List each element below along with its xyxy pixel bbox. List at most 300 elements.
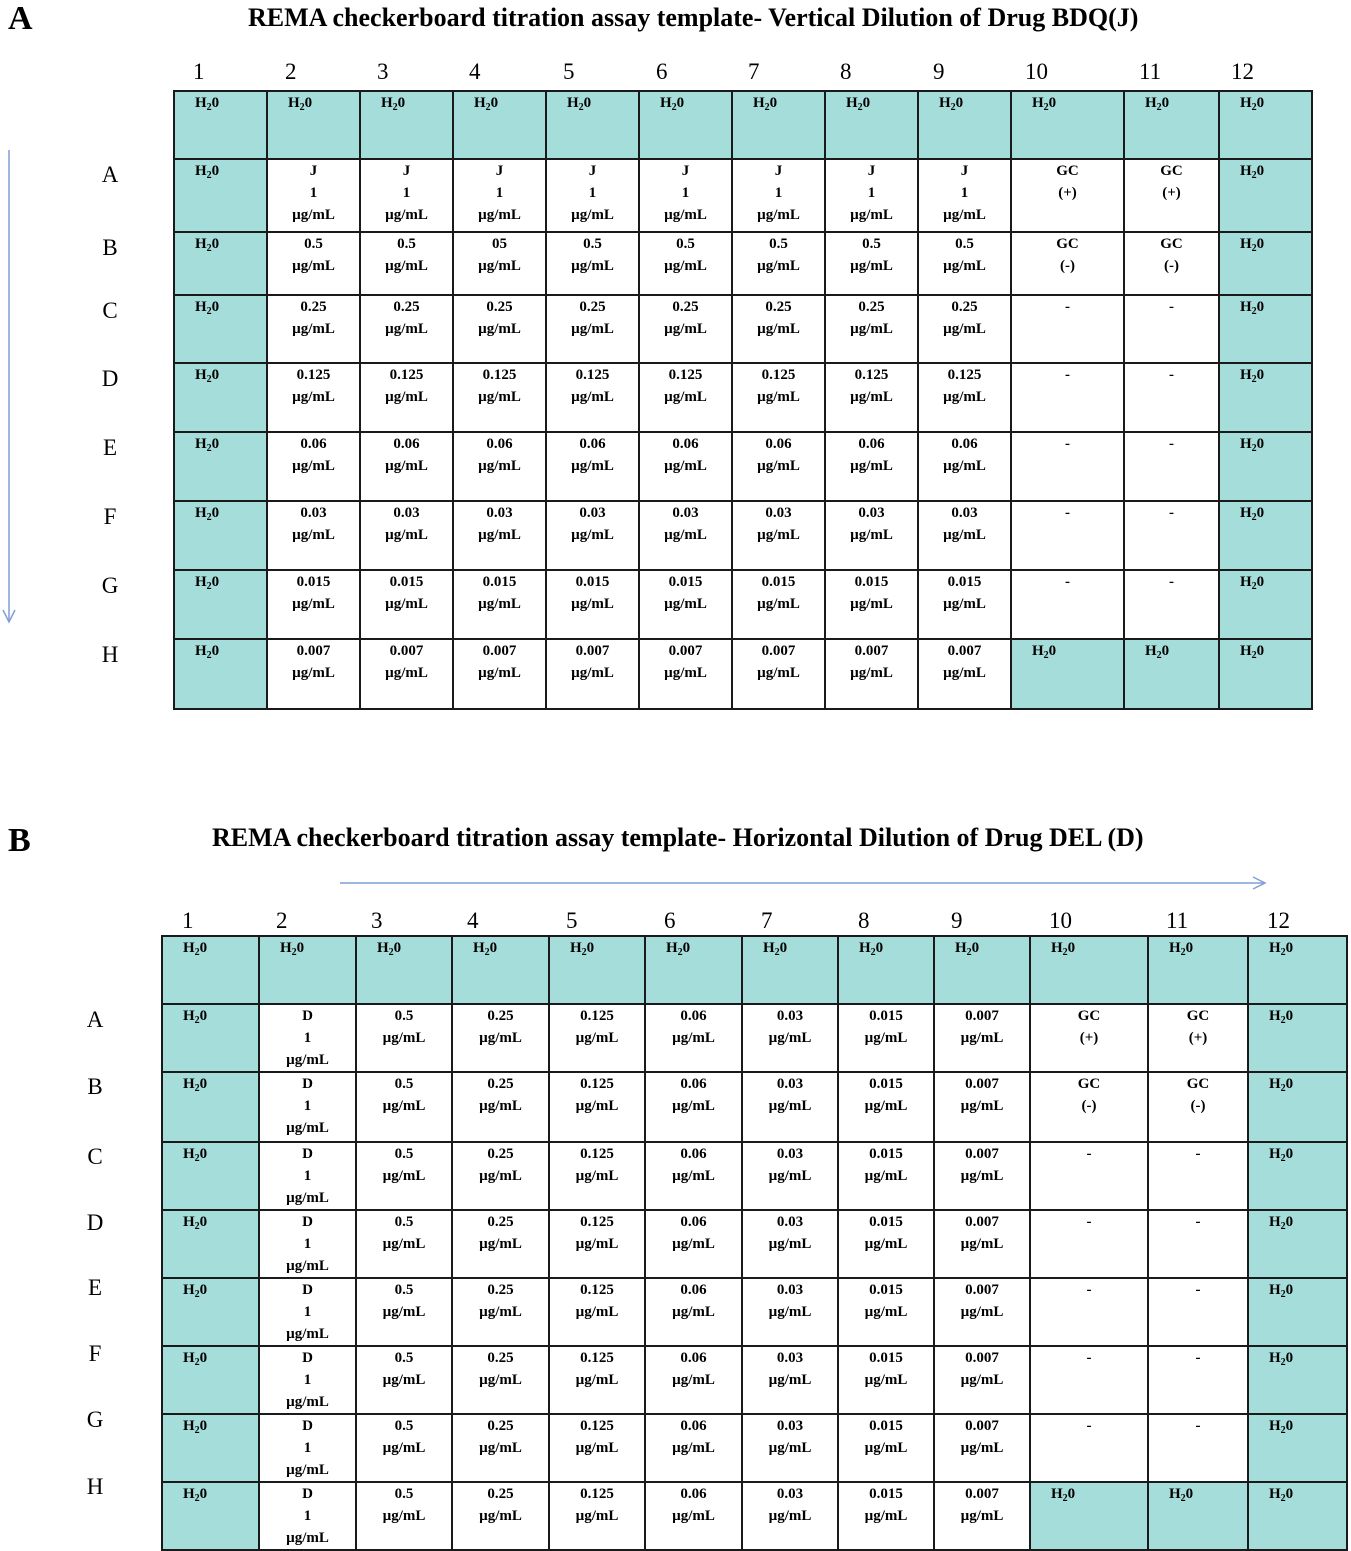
drug-well bbox=[918, 570, 1011, 639]
drug-well bbox=[825, 363, 918, 432]
water-well bbox=[162, 1482, 259, 1550]
well-text: (+) bbox=[1162, 185, 1181, 201]
well-text: 0.015 bbox=[761, 574, 796, 590]
well-text: 1 bbox=[303, 1168, 312, 1184]
well-text: - bbox=[1169, 436, 1174, 452]
well-text: 0.06 bbox=[680, 1486, 707, 1502]
well-text: 0.125 bbox=[580, 1418, 614, 1434]
well-text: µg/mL bbox=[571, 527, 614, 543]
well-text: 1 bbox=[588, 185, 597, 201]
well-text: µg/mL bbox=[672, 1372, 715, 1388]
drug-well bbox=[453, 570, 546, 639]
water-well bbox=[546, 91, 639, 159]
drug-well bbox=[356, 1482, 452, 1550]
well-text: D bbox=[302, 1486, 313, 1502]
well-text: 0.03 bbox=[776, 1282, 804, 1298]
drug-well bbox=[645, 1278, 742, 1346]
well-text: µg/mL bbox=[286, 1394, 329, 1410]
drug-well bbox=[732, 432, 825, 501]
drug-well bbox=[639, 501, 732, 570]
drug-well bbox=[645, 1004, 742, 1072]
water-well bbox=[174, 432, 267, 501]
well-text: D bbox=[302, 1418, 313, 1434]
water-well bbox=[174, 295, 267, 363]
well-text: D bbox=[302, 1076, 313, 1092]
drug-well bbox=[453, 501, 546, 570]
water-well bbox=[452, 936, 549, 1004]
well-text: µg/mL bbox=[672, 1098, 715, 1114]
well-text: 1 bbox=[303, 1508, 312, 1524]
water-well bbox=[742, 936, 838, 1004]
well-text: µg/mL bbox=[575, 1236, 619, 1252]
drug-well bbox=[825, 639, 918, 709]
well-text: µg/mL bbox=[850, 389, 893, 405]
well-text: - bbox=[1086, 1214, 1092, 1230]
drug-well bbox=[639, 159, 732, 232]
water-well-label: $H_20$ bbox=[666, 940, 691, 958]
well-text: µg/mL bbox=[286, 1462, 329, 1478]
well-text: µg/mL bbox=[664, 527, 707, 543]
row-label: D bbox=[86, 1210, 104, 1235]
well-text: µg/mL bbox=[575, 1508, 619, 1524]
well-text: 0.5 bbox=[304, 236, 323, 252]
water-well-label: $H_20$ bbox=[473, 940, 498, 958]
well-text: 1 bbox=[402, 185, 411, 201]
well-text: µg/mL bbox=[943, 207, 986, 223]
well-text: µg/mL bbox=[768, 1304, 812, 1320]
water-well-label: $H_20$ bbox=[1145, 643, 1170, 661]
row-label: F bbox=[103, 504, 117, 529]
well-text: µg/mL bbox=[478, 258, 521, 274]
panel-b-letter: B bbox=[8, 822, 31, 859]
well-text: 0.007 bbox=[854, 643, 889, 659]
row-label: H bbox=[101, 642, 119, 667]
drug-well bbox=[1148, 1004, 1248, 1072]
drug-well bbox=[356, 1210, 452, 1278]
well-text: - bbox=[1065, 505, 1070, 521]
water-well-label: $H_20$ bbox=[1169, 1486, 1194, 1504]
well-text: 0.125 bbox=[580, 1350, 614, 1366]
water-well-label: $H_20$ bbox=[1269, 940, 1294, 958]
well-text: 1 bbox=[774, 185, 783, 201]
well-text: µg/mL bbox=[757, 389, 800, 405]
column-number: 4 bbox=[467, 908, 479, 933]
water-well bbox=[1248, 1482, 1347, 1550]
drug-well bbox=[452, 1004, 549, 1072]
well-text: µg/mL bbox=[571, 458, 614, 474]
well-text: 0.5 bbox=[394, 1350, 414, 1366]
plate-row bbox=[162, 1414, 1347, 1482]
well-text: 0.007 bbox=[296, 643, 331, 659]
drug-well bbox=[267, 232, 360, 295]
well-text: µg/mL bbox=[864, 1304, 908, 1320]
drug-well bbox=[934, 1414, 1030, 1482]
well-text: µg/mL bbox=[385, 321, 428, 337]
column-number: 1 bbox=[193, 59, 205, 84]
well-text: D bbox=[302, 1282, 313, 1298]
drug-well bbox=[918, 232, 1011, 295]
drug-well bbox=[1030, 1004, 1148, 1072]
well-text: 0.25 bbox=[487, 1008, 514, 1024]
column-number: 6 bbox=[656, 59, 668, 84]
water-well-label: $H_20$ bbox=[753, 95, 778, 113]
water-well-label: $H_20$ bbox=[763, 940, 788, 958]
drug-well bbox=[549, 1278, 645, 1346]
well-text: 0.25 bbox=[487, 1486, 514, 1502]
well-text: 0.5 bbox=[397, 236, 416, 252]
well-text: 1 bbox=[309, 185, 318, 201]
drug-well bbox=[934, 1346, 1030, 1414]
well-text: 0.06 bbox=[680, 1008, 707, 1024]
well-text: - bbox=[1195, 1350, 1201, 1366]
well-text: µg/mL bbox=[478, 458, 521, 474]
well-text: (+) bbox=[1079, 1030, 1099, 1046]
drug-well bbox=[546, 159, 639, 232]
drug-well bbox=[1011, 363, 1124, 432]
drug-well bbox=[1148, 1278, 1248, 1346]
column-number: 12 bbox=[1267, 908, 1290, 933]
well-text: 0.007 bbox=[965, 1350, 999, 1366]
well-text: (-) bbox=[1190, 1098, 1206, 1114]
well-text: 0.015 bbox=[869, 1418, 903, 1434]
water-well-label: $H_20$ bbox=[377, 940, 402, 958]
drug-well bbox=[259, 1142, 356, 1210]
well-text: µg/mL bbox=[571, 665, 614, 681]
water-well-label: $H_20$ bbox=[1240, 163, 1265, 181]
drug-well bbox=[360, 363, 453, 432]
water-well bbox=[1248, 1072, 1347, 1142]
drug-well bbox=[1011, 570, 1124, 639]
well-text: 0.5 bbox=[394, 1146, 414, 1162]
water-well-label: $H_20$ bbox=[1269, 1350, 1294, 1368]
well-text: µg/mL bbox=[478, 527, 521, 543]
well-text: J bbox=[309, 163, 318, 179]
well-text: 0.06 bbox=[486, 436, 513, 452]
water-well-label: $H_20$ bbox=[381, 95, 406, 113]
drug-well bbox=[639, 232, 732, 295]
drug-well bbox=[1148, 1210, 1248, 1278]
well-text: µg/mL bbox=[943, 321, 986, 337]
drug-well bbox=[452, 1278, 549, 1346]
water-well-label: $H_20$ bbox=[280, 940, 305, 958]
water-well bbox=[1219, 363, 1312, 432]
water-well-label: $H_20$ bbox=[195, 163, 220, 181]
water-well bbox=[918, 91, 1011, 159]
water-well-label: $H_20$ bbox=[183, 1146, 208, 1164]
well-text: - bbox=[1169, 505, 1174, 521]
drug-well bbox=[1124, 232, 1219, 295]
drug-well bbox=[1124, 570, 1219, 639]
drug-well bbox=[838, 1278, 934, 1346]
well-text: 0.03 bbox=[579, 505, 606, 521]
water-well bbox=[1124, 91, 1219, 159]
drug-well bbox=[838, 1004, 934, 1072]
column-number: 11 bbox=[1166, 908, 1189, 933]
well-text: 1 bbox=[867, 185, 876, 201]
column-number: 6 bbox=[664, 908, 676, 933]
well-text: µg/mL bbox=[382, 1508, 426, 1524]
water-well-label: $H_20$ bbox=[195, 95, 220, 113]
well-text: - bbox=[1086, 1146, 1092, 1162]
well-text: µg/mL bbox=[382, 1440, 426, 1456]
well-text: µg/mL bbox=[757, 665, 800, 681]
plate-row bbox=[174, 232, 1312, 295]
drug-well bbox=[838, 1414, 934, 1482]
well-text: 0.03 bbox=[776, 1350, 804, 1366]
water-well-label: $H_20$ bbox=[195, 299, 220, 317]
water-well bbox=[1219, 232, 1312, 295]
well-text: 0.03 bbox=[776, 1146, 804, 1162]
drug-well bbox=[356, 1278, 452, 1346]
water-well-label: $H_20$ bbox=[859, 940, 884, 958]
well-text: µg/mL bbox=[664, 596, 707, 612]
drug-well bbox=[267, 501, 360, 570]
water-well bbox=[1219, 432, 1312, 501]
well-text: 0.5 bbox=[394, 1214, 414, 1230]
column-number: 2 bbox=[276, 908, 288, 933]
water-well bbox=[162, 1278, 259, 1346]
well-text: 0.125 bbox=[296, 367, 331, 383]
drug-well bbox=[453, 639, 546, 709]
water-well bbox=[174, 363, 267, 432]
drug-well bbox=[1124, 295, 1219, 363]
well-text: 0.06 bbox=[680, 1076, 707, 1092]
water-well bbox=[360, 91, 453, 159]
water-well-label: $H_20$ bbox=[288, 95, 313, 113]
well-text: D bbox=[302, 1214, 313, 1230]
panel-a-letter: A bbox=[8, 0, 33, 37]
drug-well bbox=[934, 1482, 1030, 1550]
water-well-label: $H_20$ bbox=[1051, 1486, 1076, 1504]
well-text: 1 bbox=[303, 1304, 312, 1320]
well-text: µg/mL bbox=[382, 1304, 426, 1320]
water-well-label: $H_20$ bbox=[1269, 1008, 1294, 1026]
column-number: 10 bbox=[1049, 908, 1072, 933]
drug-well bbox=[259, 1278, 356, 1346]
well-text: 0.015 bbox=[947, 574, 982, 590]
water-well bbox=[1148, 1482, 1248, 1550]
water-well-label: $H_20$ bbox=[183, 1350, 208, 1368]
column-number: 9 bbox=[951, 908, 963, 933]
water-well-label: $H_20$ bbox=[1269, 1214, 1294, 1232]
well-text: µg/mL bbox=[479, 1168, 522, 1184]
well-text: µg/mL bbox=[385, 665, 428, 681]
drug-well bbox=[918, 159, 1011, 232]
water-well bbox=[174, 570, 267, 639]
water-well bbox=[174, 91, 267, 159]
water-well-label: $H_20$ bbox=[660, 95, 685, 113]
drug-well bbox=[360, 432, 453, 501]
well-text: 0.5 bbox=[769, 236, 788, 252]
water-well bbox=[1248, 1004, 1347, 1072]
well-text: D bbox=[302, 1146, 313, 1162]
well-text: (+) bbox=[1058, 185, 1077, 201]
drug-well bbox=[356, 1072, 452, 1142]
well-text: 0.03 bbox=[776, 1076, 804, 1092]
plate-row bbox=[174, 159, 1312, 232]
well-text: µg/mL bbox=[479, 1098, 522, 1114]
water-well bbox=[1248, 936, 1347, 1004]
well-text: 0.5 bbox=[394, 1418, 414, 1434]
well-text: 0.06 bbox=[680, 1146, 707, 1162]
well-text: µg/mL bbox=[864, 1440, 908, 1456]
well-text: - bbox=[1086, 1282, 1092, 1298]
drug-well bbox=[1030, 1278, 1148, 1346]
water-well-label: $H_20$ bbox=[183, 940, 208, 958]
drug-well bbox=[356, 1004, 452, 1072]
well-text: µg/mL bbox=[757, 458, 800, 474]
well-text: 0.25 bbox=[487, 1282, 514, 1298]
drug-well bbox=[1148, 1346, 1248, 1414]
drug-well bbox=[267, 363, 360, 432]
vertical-dilution-arrow bbox=[0, 0, 20, 640]
well-text: 0.5 bbox=[955, 236, 974, 252]
well-text: GC bbox=[1077, 1008, 1101, 1024]
well-text: 0.25 bbox=[487, 1418, 514, 1434]
drug-well bbox=[742, 1414, 838, 1482]
panel-a-plate bbox=[173, 90, 1313, 710]
column-number: 7 bbox=[761, 908, 773, 933]
drug-well bbox=[452, 1210, 549, 1278]
well-text: µg/mL bbox=[575, 1372, 619, 1388]
water-well-label: $H_20$ bbox=[1269, 1282, 1294, 1300]
well-text: (-) bbox=[1164, 258, 1179, 274]
drug-well bbox=[259, 1346, 356, 1414]
well-text: µg/mL bbox=[479, 1236, 522, 1252]
drug-well bbox=[360, 159, 453, 232]
well-text: 1 bbox=[303, 1098, 312, 1114]
drug-well bbox=[742, 1482, 838, 1550]
row-label: D bbox=[101, 366, 119, 391]
water-well-label: $H_20$ bbox=[183, 1214, 208, 1232]
drug-well bbox=[452, 1346, 549, 1414]
well-text: µg/mL bbox=[960, 1508, 1004, 1524]
row-label: G bbox=[86, 1407, 104, 1432]
well-text: 0.03 bbox=[300, 505, 327, 521]
water-well bbox=[1219, 501, 1312, 570]
row-label: H bbox=[86, 1474, 104, 1499]
well-text: J bbox=[960, 163, 969, 179]
panel-b-column-numbers bbox=[161, 908, 1346, 934]
drug-well bbox=[453, 432, 546, 501]
drug-well bbox=[742, 1142, 838, 1210]
well-text: µg/mL bbox=[382, 1030, 426, 1046]
drug-well bbox=[267, 432, 360, 501]
well-text: µg/mL bbox=[864, 1236, 908, 1252]
water-well bbox=[1011, 639, 1124, 709]
drug-well bbox=[452, 1414, 549, 1482]
well-text: µg/mL bbox=[575, 1440, 619, 1456]
well-text: µg/mL bbox=[575, 1030, 619, 1046]
well-text: µg/mL bbox=[575, 1168, 619, 1184]
well-text: GC bbox=[1186, 1008, 1210, 1024]
well-text: µg/mL bbox=[292, 596, 335, 612]
well-text: 0.007 bbox=[761, 643, 796, 659]
well-text: 0.03 bbox=[776, 1214, 804, 1230]
well-text: - bbox=[1169, 367, 1174, 383]
well-text: 0.015 bbox=[869, 1146, 903, 1162]
well-text: 0.125 bbox=[947, 367, 982, 383]
drug-well bbox=[360, 639, 453, 709]
drug-well bbox=[546, 295, 639, 363]
plate-row bbox=[162, 1072, 1347, 1142]
row-label: B bbox=[87, 1074, 103, 1099]
well-text: 0.125 bbox=[580, 1008, 614, 1024]
well-text: 0.5 bbox=[862, 236, 881, 252]
well-text: µg/mL bbox=[571, 321, 614, 337]
water-well-label: $H_20$ bbox=[195, 574, 220, 592]
water-well bbox=[259, 936, 356, 1004]
well-text: µg/mL bbox=[864, 1168, 908, 1184]
water-well bbox=[1248, 1346, 1347, 1414]
drug-well bbox=[356, 1142, 452, 1210]
water-well bbox=[453, 91, 546, 159]
well-text: 0.125 bbox=[854, 367, 889, 383]
drug-well bbox=[742, 1072, 838, 1142]
well-text: 0.25 bbox=[487, 1214, 514, 1230]
well-text: µg/mL bbox=[768, 1098, 812, 1114]
drug-well bbox=[546, 639, 639, 709]
plate-row bbox=[162, 1346, 1347, 1414]
well-text: 0.125 bbox=[389, 367, 424, 383]
well-text: - bbox=[1169, 299, 1174, 315]
water-well-label: $H_20$ bbox=[183, 1076, 208, 1094]
well-text: - bbox=[1195, 1418, 1201, 1434]
well-text: 0.03 bbox=[672, 505, 699, 521]
well-text: 0.015 bbox=[869, 1008, 903, 1024]
well-text: 0.007 bbox=[965, 1008, 999, 1024]
well-text: µg/mL bbox=[850, 665, 893, 681]
drug-well bbox=[825, 232, 918, 295]
well-text: - bbox=[1065, 574, 1070, 590]
well-text: 0.5 bbox=[394, 1486, 414, 1502]
water-well-label: $H_20$ bbox=[1032, 643, 1057, 661]
well-text: µg/mL bbox=[286, 1326, 329, 1342]
well-text: 0.06 bbox=[680, 1350, 707, 1366]
well-text: 0.125 bbox=[580, 1076, 614, 1092]
plate-row bbox=[174, 295, 1312, 363]
well-text: 0.125 bbox=[575, 367, 610, 383]
well-text: J bbox=[774, 163, 783, 179]
drug-well bbox=[1011, 501, 1124, 570]
drug-well bbox=[918, 501, 1011, 570]
well-text: 0.06 bbox=[858, 436, 885, 452]
well-text: µg/mL bbox=[664, 458, 707, 474]
drug-well bbox=[1030, 1142, 1148, 1210]
well-text: 1 bbox=[681, 185, 690, 201]
water-well bbox=[732, 91, 825, 159]
water-well bbox=[639, 91, 732, 159]
drug-well bbox=[639, 295, 732, 363]
drug-well bbox=[934, 1142, 1030, 1210]
well-text: µg/mL bbox=[850, 321, 893, 337]
plate-row bbox=[174, 570, 1312, 639]
well-text: µg/mL bbox=[850, 458, 893, 474]
well-text: 1 bbox=[495, 185, 504, 201]
water-well-label: $H_20$ bbox=[195, 436, 220, 454]
well-text: µg/mL bbox=[943, 665, 986, 681]
well-text: µg/mL bbox=[864, 1508, 908, 1524]
well-text: GC bbox=[1056, 163, 1079, 179]
drug-well bbox=[825, 501, 918, 570]
well-text: µg/mL bbox=[757, 258, 800, 274]
well-text: µg/mL bbox=[768, 1372, 812, 1388]
well-text: 0.25 bbox=[393, 299, 420, 315]
well-text: 0.125 bbox=[580, 1486, 614, 1502]
well-text: µg/mL bbox=[664, 389, 707, 405]
well-text: µg/mL bbox=[478, 596, 521, 612]
drug-well bbox=[838, 1072, 934, 1142]
